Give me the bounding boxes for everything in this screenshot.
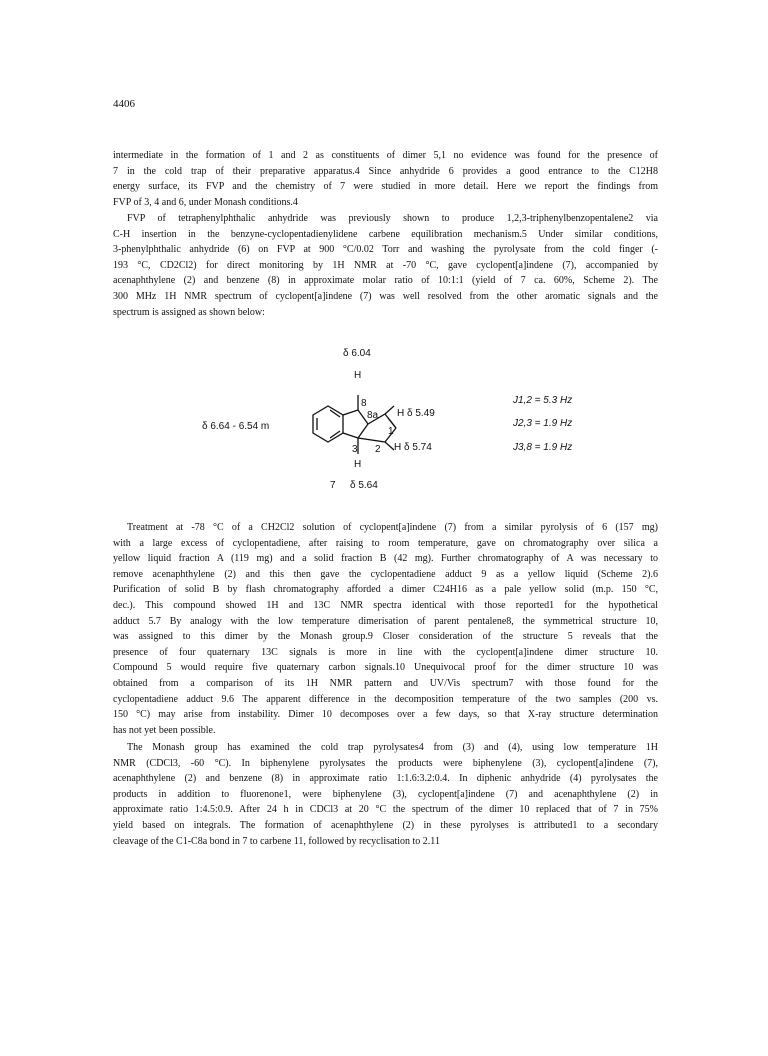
double-bond (330, 410, 340, 417)
page-number: 4406 (113, 98, 135, 110)
text-line: presence of four quaternary 13C signals is more in line with the cyclopent[a]indene dimer structure 10. (113, 646, 658, 658)
shift-h1: H δ 5.49 (397, 408, 435, 419)
compound-number: 7 (330, 480, 336, 491)
coupling-j38: J3,8 = 1.9 Hz (513, 442, 573, 453)
locant-2: 2 (375, 444, 381, 455)
h8-atom: H (354, 370, 362, 381)
text-line: acenaphthylene (2) and benzene (8) in approximate ratio 1:1.6:3.2:0.4. In diphenic anhydride (4) pyrolysates the (113, 773, 658, 785)
text-line: FVP of 3, 4 and 6, under Monash conditions.4 (113, 196, 298, 208)
text-line: 7 in the cold trap of their preparative apparatus.4 Since anhydride 6 provides a good entrance to the C12H8 (113, 165, 658, 177)
text-line: with a large excess of cyclopentadiene, after raising to room temperature, gave on chromatography over silica a (113, 537, 658, 549)
cyclopentindene-structure-figure (195, 340, 625, 520)
shift-h8: δ 6.04 (343, 348, 371, 359)
paragraph-intro (113, 148, 658, 210)
text-line: spectrum is assigned as shown below: (113, 306, 265, 318)
bond (343, 410, 358, 415)
paragraph-treatment (113, 520, 658, 738)
locant-1: 1 (388, 426, 394, 437)
paragraph-fvp (113, 211, 658, 320)
text-line: C-H insertion in the benzyne-cyclopentadienylidene carbene equilibration mechanism.5 Under similar conditions, (113, 228, 658, 240)
text-line: 150 °C) may arise from instability. Dimer 10 decomposes over a few days, so that X-ray structure determination (113, 709, 658, 721)
locant-8: 8 (361, 398, 367, 409)
text-line: NMR (CDCl3, -60 °C). In biphenylene pyrolysates the products were biphenylene (3), cyclopent[a]indene (7), (113, 757, 658, 769)
text-line: FVP of tetraphenylphthalic anhydride was previously shown to produce 1,2,3-triphenylbenzopentalene2 via (127, 213, 658, 224)
text-line: Treatment at -78 °C of a CH2Cl2 solution of cyclopent[a]indene (7) from a similar pyrolysis of 6 (157 mg) (127, 522, 658, 533)
text-line: 3-phenylphthalic anhydride (6) on FVP at 900 °C/0.02 Torr and washing the pyrolysate from the cold finger (- (113, 244, 658, 256)
bond (343, 433, 358, 438)
text-line: remove acenaphthylene (2) and this then gave the cyclopentadiene adduct 9 as a yellow liquid (Scheme 2).6 (113, 568, 658, 580)
locant-8a: 8a (367, 410, 379, 421)
shift-aromatic: δ 6.64 - 6.54 m (202, 421, 270, 432)
text-line: acenaphthylene (2) and benzene (8) in approximate molar ratio of 10:1:1 (yield of 7 ca. 60%, Scheme 2). The (113, 275, 658, 287)
locant-3: 3 (352, 444, 358, 455)
text-line: has not yet been possible. (113, 724, 216, 736)
bond (358, 424, 368, 438)
text-line: 300 MHz 1H NMR spectrum of cyclopent[a]indene (7) was well resolved from the other aromatic signals and the (113, 290, 658, 302)
text-line: dec.). This compound showed 1H and 13C NMR spectra identical with those reported1 for the hypothetical (113, 599, 658, 611)
text-line: cleavage of the C1-C8a bond in 7 to carbene 11, followed by recyclisation to 2.11 (113, 835, 440, 847)
text-line: energy surface, its FVP and the chemistry of 7 were studied in more detail. Here we report the findings from (113, 181, 658, 193)
text-line: was assigned to this dimer by the Monash group.9 Closer consideration of the structure 5 reveals that the (113, 631, 658, 643)
text-line: obtained from a comparison of its 1H NMR pattern and UV/Vis spectrum7 with those found for the (113, 677, 658, 689)
coupling-j12: J1,2 = 5.3 Hz (513, 395, 573, 406)
paragraph-monash (113, 740, 658, 849)
shift-h2: H δ 5.74 (394, 442, 432, 453)
text-line: 193 °C, CD2Cl2) for direct monitoring by 1H NMR at -70 °C, gave cyclopent[a]indene (7), accompanied by (113, 259, 658, 271)
text-line: adduct 5.7 By analogy with the low temperature dimerisation of parent pentalene8, the symmetrical structure 10, (113, 615, 658, 627)
text-line: yellow liquid fraction A (119 mg) and a solid fraction B (42 mg). Further chromatography of A was necessary to (113, 553, 658, 565)
double-bond (330, 431, 340, 438)
text-line: cyclopentadiene adduct 9.6 The apparent difference in the decomposition temperature of the two samples (200 vs. (113, 693, 658, 705)
text-line: Compound 5 would require five quaternary carbon signals.10 Unequivocal proof for the dimer structure 10 was (113, 662, 658, 674)
text-line: products in addition to fluorenone1, were biphenylene (3), cyclopent[a]indene (7) and acenaphthylene (2) in (113, 788, 658, 800)
bond-h2 (385, 442, 394, 450)
text-line: approximate ratio 1:4.5:0.9. After 24 h in CDCl3 at 20 °C the spectrum of the dimer 10 replaced that of 7 in 75% (113, 804, 658, 816)
text-line: Purification of solid B by flash chromatography afforded a dimer C24H16 as a pale yellow solid (m.p. 150 °C, (113, 584, 658, 596)
text-line: The Monash group has examined the cold trap pyrolysates4 from (3) and (4), using low temperature 1H (127, 742, 658, 753)
bond-h1 (385, 406, 394, 414)
text-line: intermediate in the formation of 1 and 2 as constituents of dimer 5,1 no evidence was found for the presence of (113, 150, 658, 161)
text-line: yield based on integrals. The formation of acenaphthylene (2) in these pyrolyses is attributed1 to a secondary (113, 819, 658, 831)
shift-h3: δ 5.64 (350, 480, 378, 491)
h3-atom: H (354, 459, 362, 470)
coupling-j23: J2,3 = 1.9 Hz (513, 418, 573, 429)
bond (358, 438, 385, 442)
